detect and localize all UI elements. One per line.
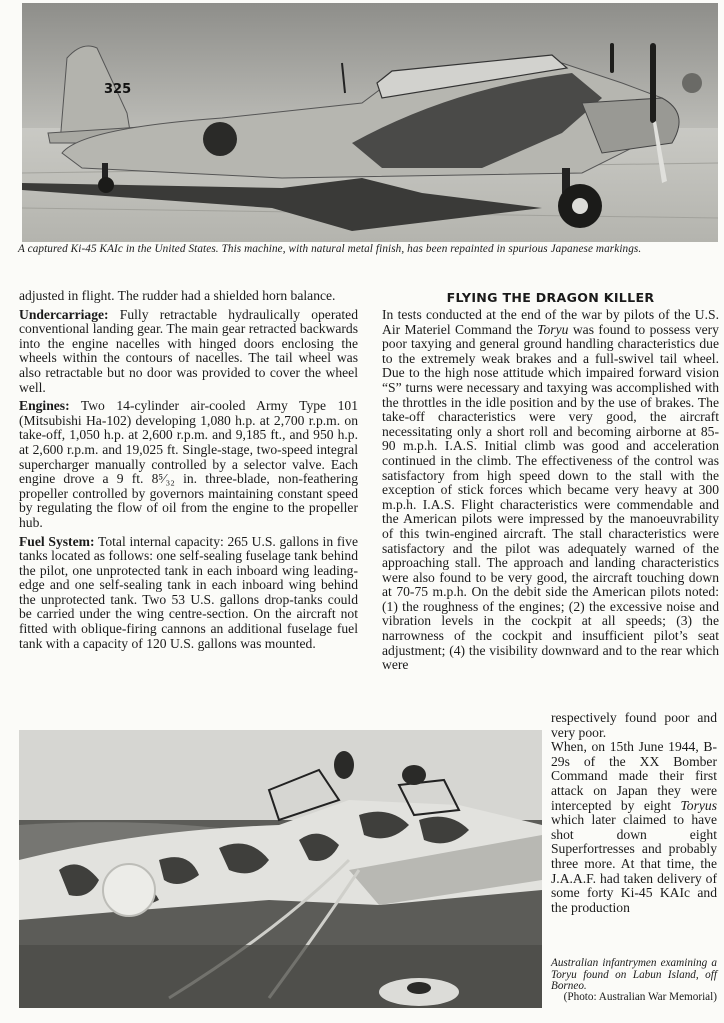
paragraph-flying-tests (382, 308, 719, 673)
section-heading: FLYING THE DRAGON KILLER (446, 290, 655, 305)
label-fuel-system: Fuel System: (19, 533, 95, 549)
italic-toryu: Toryu (537, 321, 569, 337)
photo-captured-ki45 (22, 3, 718, 242)
text-undercarriage: Fully retractable hydraulically operated conventional landing gear. The main gear retracted backwards into the engine nacelles with hinged doors enclosing the wheels within the contours of nacelles. The tail wheel was also retractable but no door was provided to cover the wheel well. (19, 306, 358, 395)
photo-caption-bottom: Australian infantrymen examining a Toryu found on Labun Island, off Borneo. (551, 957, 717, 992)
paragraph-engines (19, 399, 358, 530)
text-flying-b: was found to possess very poor taxying and general ground handling characteristics due to the extremely weak brakes and a full-swivel tail wheel. Due to the high nose attitude which impaired forward vision “S” turns were necessary and taxying was accomplished with the throttles in the idle position and by the use of brakes. The take-off characteristics were very good, the aircraft necessitating only a short roll and becoming airborne at 85-90 m.p.h. I.A.S. Initial climb was good and acceleration continued in the climb. The effectiveness of the control was satisfactory from high speed down to the stall with the exception of stick forces which became very heavy at 300 m.p.h. I.A.S. Flight characteristics were commendable and the American pilots were impressed by the manoeuvrability of this twin-engined aircraft. The stall characteristics were satisfactory and the pilot was adequately warned of the approaching stall. The approach and landing characteristics were also found to be very good, the aircraft touching down at 70-75 m.p.h. On the debit side the American pilots noted: (1) the roughness of the engines; (2) the excessive noise and vibration levels in the cockpit at all speeds; (3) the narrowness of the cockpit and insufficient pilot’s seat adjustment; (4) the visibility downward and to the rear which were (382, 321, 719, 673)
italic-toryus: Toryus (680, 797, 717, 813)
aircraft-photo-illustration (22, 3, 718, 242)
text-b29-a: When, on 15th June 1944, B-29s of the XX Bomber Command made their first attack on Japan they were intercepted by eight (551, 739, 717, 813)
wreck-photo-illustration (19, 730, 542, 1008)
paragraph-b29-attack (551, 740, 717, 915)
photo-caption-top: A captured Ki-45 KAIc in the United States. This machine, with natural metal finish, has been repainted in spurious Japanese markings. (18, 243, 642, 255)
tail-number: 325 (104, 82, 132, 97)
right-column (382, 289, 719, 677)
text-fuel-system: Total internal capacity: 265 U.S. gallons in five tanks located as follows: one self-sealing fuselage tank behind the pilot, one unprotected tank in each inboard wing leading-edge and one self-sealing tank in each inboard wing behind the unprotected tank. Two 53 U.S. gallons drop-tanks could be carried under the wing centre-section. On the aircraft not fitted with oblique-firing cannons an additional fuselage fuel tank with a capacity of 120 U.S. gallons was mounted. (19, 533, 359, 651)
label-undercarriage: Undercarriage: (19, 306, 109, 322)
paragraph-rudder: adjusted in flight. The rudder had a shielded horn balance. (19, 288, 336, 303)
left-column (19, 289, 358, 655)
text-b29-b: which later claimed to have shot down eight Superfortresses and probably three more. At that time, the J.A.A.F. had taken delivery of some forty Ki-45 KAIc and the production (551, 812, 717, 915)
photo-credit: (Photo: Australian War Memorial) (563, 991, 717, 1003)
paragraph-fuel-system (19, 535, 358, 652)
paragraph-undercarriage (19, 308, 358, 396)
text-engines: Two 14-cylinder air-cooled Army Type 101 (Mitsubishi Ha-102) developing 1,080 h.p. at 2,700 r.p.m. on take-off, 1,050 h.p. at 2,600 r.p.m. and 9,185 ft., and 950 h.p. at 2,600 r.p.m. and 19,025 ft. Single-stage, two-speed integral supercharger manually controlled by a selector valve. Each engine drove a 9 ft. 8⁵⁄₃₂ in. three-blade, non-feathering propeller controlled by governors maintaining constant speed by regulating the flow of oil from the engine to the propeller hub. (19, 398, 358, 530)
text-flying-a: In tests conducted at the end of the war by pilots of the U.S. Air Materiel Command the (382, 307, 719, 337)
label-engines: Engines: (19, 398, 70, 414)
photo-toryu-wreck (19, 730, 542, 1008)
narrow-column (551, 711, 717, 915)
paragraph-visibility-end: respectively found poor and very poor. (551, 710, 717, 740)
